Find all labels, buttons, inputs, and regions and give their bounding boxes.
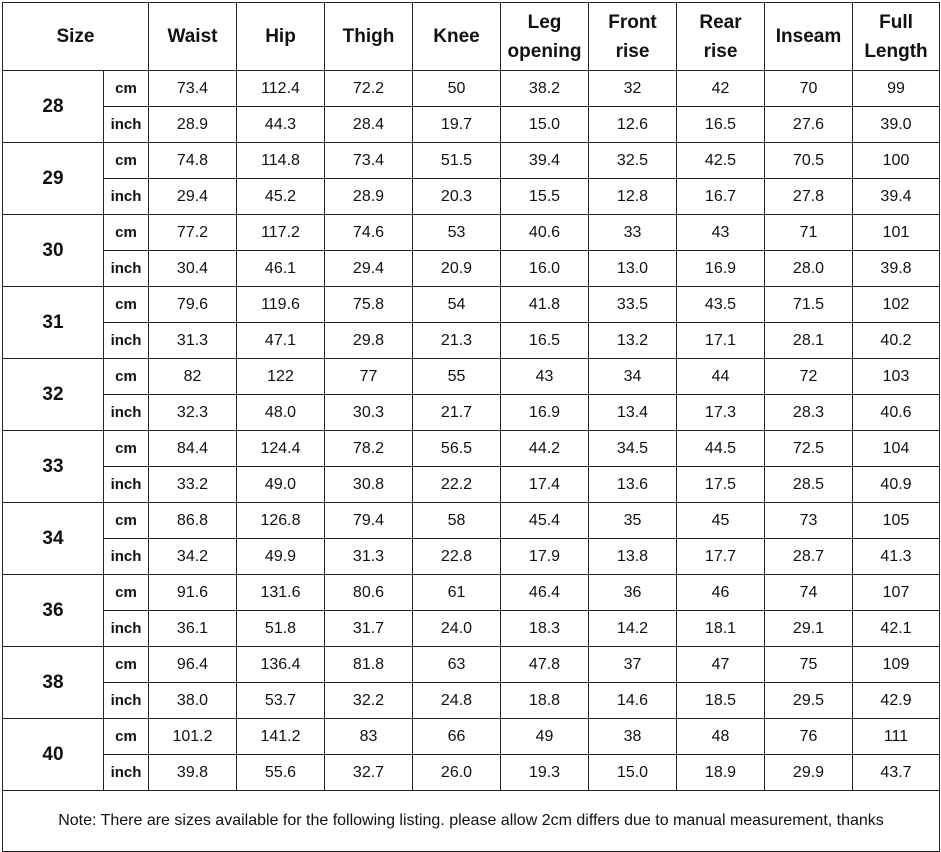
measurement-cell: 30.3 (325, 395, 413, 431)
measurement-cell: 13.0 (589, 251, 677, 287)
measurement-cell: 28.4 (325, 107, 413, 143)
column-header-text: rise (615, 40, 650, 62)
size-label: 40 (3, 719, 104, 791)
column-header-full-length (853, 3, 940, 71)
column-header-knee (413, 3, 501, 71)
unit-label: inch (104, 323, 149, 359)
measurement-cell: 15.0 (501, 107, 589, 143)
measurement-cell: 28.1 (765, 323, 853, 359)
measurement-cell: 39.4 (501, 143, 589, 179)
table-row (3, 251, 940, 287)
measurement-cell: 42 (677, 71, 765, 107)
table-row (3, 647, 940, 683)
measurement-cell: 33 (589, 215, 677, 251)
measurement-cell: 24.8 (413, 683, 501, 719)
table-row (3, 431, 940, 467)
measurement-cell: 51.5 (413, 143, 501, 179)
measurement-cell: 31.7 (325, 611, 413, 647)
measurement-cell: 72.2 (325, 71, 413, 107)
measurement-cell: 73 (765, 503, 853, 539)
column-header-text: Size (56, 26, 95, 47)
table-row (3, 539, 940, 575)
measurement-cell: 21.3 (413, 323, 501, 359)
measurement-cell: 19.7 (413, 107, 501, 143)
measurement-cell: 17.3 (677, 395, 765, 431)
size-label: 32 (3, 359, 104, 431)
unit-label: inch (104, 755, 149, 791)
measurement-cell: 38 (589, 719, 677, 755)
table-row (3, 503, 940, 539)
unit-label: cm (104, 719, 149, 755)
measurement-cell: 53 (413, 215, 501, 251)
measurement-cell: 43 (501, 359, 589, 395)
table-row (3, 719, 940, 755)
measurement-cell: 16.9 (677, 251, 765, 287)
table-row (3, 359, 940, 395)
unit-label: inch (104, 395, 149, 431)
measurement-cell: 13.6 (589, 467, 677, 503)
size-label: 29 (3, 143, 104, 215)
measurement-cell: 37 (589, 647, 677, 683)
measurement-cell: 61 (413, 575, 501, 611)
measurement-cell: 31.3 (149, 323, 237, 359)
column-header-rear-rise (677, 3, 765, 71)
measurement-cell: 14.2 (589, 611, 677, 647)
measurement-cell: 15.0 (589, 755, 677, 791)
measurement-cell: 86.8 (149, 503, 237, 539)
measurement-cell: 44.5 (677, 431, 765, 467)
unit-label: cm (104, 647, 149, 683)
unit-label: inch (104, 251, 149, 287)
measurement-cell: 48 (677, 719, 765, 755)
measurement-cell: 46.1 (237, 251, 325, 287)
column-header-text: Leg (527, 11, 562, 33)
measurement-cell: 33.2 (149, 467, 237, 503)
measurement-cell: 18.5 (677, 683, 765, 719)
table-row (3, 71, 940, 107)
measurement-cell: 84.4 (149, 431, 237, 467)
measurement-cell: 18.9 (677, 755, 765, 791)
measurement-cell: 38.2 (501, 71, 589, 107)
table-row (3, 755, 940, 791)
measurement-cell: 13.4 (589, 395, 677, 431)
measurement-cell: 16.0 (501, 251, 589, 287)
measurement-cell: 45 (677, 503, 765, 539)
measurement-cell: 26.0 (413, 755, 501, 791)
measurement-cell: 50 (413, 71, 501, 107)
table-row (3, 179, 940, 215)
size-label: 28 (3, 71, 104, 143)
measurement-cell: 74.6 (325, 215, 413, 251)
measurement-cell: 47 (677, 647, 765, 683)
measurement-cell: 17.7 (677, 539, 765, 575)
unit-label: inch (104, 683, 149, 719)
measurement-cell: 39.4 (853, 179, 940, 215)
measurement-cell: 41.8 (501, 287, 589, 323)
measurement-cell: 58 (413, 503, 501, 539)
measurement-cell: 27.6 (765, 107, 853, 143)
unit-label: cm (104, 503, 149, 539)
measurement-cell: 29.4 (149, 179, 237, 215)
measurement-cell: 32.5 (589, 143, 677, 179)
unit-label: cm (104, 575, 149, 611)
measurement-cell: 82 (149, 359, 237, 395)
table-row (3, 287, 940, 323)
measurement-cell: 28.9 (325, 179, 413, 215)
measurement-cell: 28.9 (149, 107, 237, 143)
column-header-text: Front (608, 11, 657, 33)
measurement-cell: 74.8 (149, 143, 237, 179)
unit-label: inch (104, 179, 149, 215)
measurement-cell: 38.0 (149, 683, 237, 719)
measurement-cell: 49.9 (237, 539, 325, 575)
measurement-cell: 36 (589, 575, 677, 611)
column-header-hip (237, 3, 325, 71)
unit-label: cm (104, 143, 149, 179)
measurement-cell: 36.1 (149, 611, 237, 647)
measurement-cell: 76 (765, 719, 853, 755)
measurement-cell: 117.2 (237, 215, 325, 251)
measurement-cell: 16.7 (677, 179, 765, 215)
measurement-cell: 101.2 (149, 719, 237, 755)
measurement-cell: 19.3 (501, 755, 589, 791)
column-header-text: Full (879, 11, 913, 33)
measurement-cell: 17.1 (677, 323, 765, 359)
measurement-cell: 29.8 (325, 323, 413, 359)
measurement-cell: 34.5 (589, 431, 677, 467)
measurement-cell: 72.5 (765, 431, 853, 467)
column-header-front-rise (589, 3, 677, 71)
measurement-cell: 22.8 (413, 539, 501, 575)
measurement-cell: 78.2 (325, 431, 413, 467)
size-label: 30 (3, 215, 104, 287)
measurement-cell: 124.4 (237, 431, 325, 467)
column-header-text: Thigh (342, 26, 395, 47)
measurement-cell: 101 (853, 215, 940, 251)
size-label: 36 (3, 575, 104, 647)
measurement-cell: 16.9 (501, 395, 589, 431)
measurement-cell: 77 (325, 359, 413, 395)
column-header-text: rise (703, 40, 738, 62)
measurement-cell: 40.6 (501, 215, 589, 251)
table-row (3, 611, 940, 647)
measurement-cell: 40.9 (853, 467, 940, 503)
measurement-cell: 71.5 (765, 287, 853, 323)
measurement-cell: 30.8 (325, 467, 413, 503)
measurement-cell: 17.9 (501, 539, 589, 575)
measurement-cell: 47.1 (237, 323, 325, 359)
table-row (3, 323, 940, 359)
measurement-cell: 119.6 (237, 287, 325, 323)
measurement-cell: 91.6 (149, 575, 237, 611)
measurement-cell: 73.4 (325, 143, 413, 179)
measurement-cell: 122 (237, 359, 325, 395)
measurement-cell: 112.4 (237, 71, 325, 107)
measurement-cell: 74 (765, 575, 853, 611)
measurement-cell: 18.1 (677, 611, 765, 647)
measurement-cell: 109 (853, 647, 940, 683)
measurement-cell: 46.4 (501, 575, 589, 611)
measurement-cell: 29.4 (325, 251, 413, 287)
measurement-cell: 12.6 (589, 107, 677, 143)
measurement-cell: 29.9 (765, 755, 853, 791)
measurement-cell: 99 (853, 71, 940, 107)
measurement-cell: 42.1 (853, 611, 940, 647)
column-header-text: Hip (265, 26, 296, 47)
size-label: 31 (3, 287, 104, 359)
table-row (3, 143, 940, 179)
measurement-cell: 45.4 (501, 503, 589, 539)
measurement-cell: 21.7 (413, 395, 501, 431)
measurement-cell: 49 (501, 719, 589, 755)
table-row (3, 395, 940, 431)
measurement-cell: 55 (413, 359, 501, 395)
column-header-text: Inseam (775, 26, 842, 47)
measurement-cell: 51.8 (237, 611, 325, 647)
measurement-cell: 18.8 (501, 683, 589, 719)
measurement-cell: 27.8 (765, 179, 853, 215)
measurement-cell: 141.2 (237, 719, 325, 755)
measurement-cell: 126.8 (237, 503, 325, 539)
table-row (3, 215, 940, 251)
measurement-cell: 44 (677, 359, 765, 395)
measurement-cell: 32.7 (325, 755, 413, 791)
measurement-cell: 29.5 (765, 683, 853, 719)
measurement-cell: 43.7 (853, 755, 940, 791)
measurement-cell: 32 (589, 71, 677, 107)
measurement-cell: 20.9 (413, 251, 501, 287)
header-row (3, 3, 940, 71)
measurement-cell: 39.8 (149, 755, 237, 791)
size-label: 38 (3, 647, 104, 719)
size-chart-table (2, 2, 940, 852)
measurement-cell: 39.8 (853, 251, 940, 287)
measurement-cell: 66 (413, 719, 501, 755)
measurement-cell: 34 (589, 359, 677, 395)
measurement-cell: 29.1 (765, 611, 853, 647)
measurement-cell: 17.4 (501, 467, 589, 503)
unit-label: inch (104, 467, 149, 503)
measurement-cell: 33.5 (589, 287, 677, 323)
measurement-cell: 75.8 (325, 287, 413, 323)
measurement-cell: 111 (853, 719, 940, 755)
measurement-cell: 32.3 (149, 395, 237, 431)
measurement-cell: 45.2 (237, 179, 325, 215)
table-row (3, 683, 940, 719)
measurement-cell: 44.2 (501, 431, 589, 467)
measurement-cell: 18.3 (501, 611, 589, 647)
measurement-cell: 20.3 (413, 179, 501, 215)
measurement-cell: 32.2 (325, 683, 413, 719)
measurement-cell: 107 (853, 575, 940, 611)
column-header-thigh (325, 3, 413, 71)
measurement-cell: 31.3 (325, 539, 413, 575)
column-header-text: Length (864, 40, 928, 62)
measurement-cell: 28.0 (765, 251, 853, 287)
unit-label: cm (104, 287, 149, 323)
note-row (3, 791, 940, 852)
measurement-cell: 63 (413, 647, 501, 683)
column-header-text: Rear (699, 11, 742, 33)
measurement-cell: 34.2 (149, 539, 237, 575)
measurement-cell: 55.6 (237, 755, 325, 791)
measurement-cell: 96.4 (149, 647, 237, 683)
column-header-inseam (765, 3, 853, 71)
measurement-cell: 131.6 (237, 575, 325, 611)
measurement-cell: 83 (325, 719, 413, 755)
measurement-cell: 28.3 (765, 395, 853, 431)
measurement-cell: 17.5 (677, 467, 765, 503)
measurement-cell: 72 (765, 359, 853, 395)
measurement-cell: 49.0 (237, 467, 325, 503)
measurement-cell: 35 (589, 503, 677, 539)
measurement-cell: 73.4 (149, 71, 237, 107)
unit-label: cm (104, 431, 149, 467)
measurement-cell: 13.8 (589, 539, 677, 575)
measurement-cell: 42.5 (677, 143, 765, 179)
measurement-cell: 53.7 (237, 683, 325, 719)
column-header-size (3, 3, 149, 71)
column-header-waist (149, 3, 237, 71)
measurement-cell: 30.4 (149, 251, 237, 287)
measurement-cell: 14.6 (589, 683, 677, 719)
unit-label: cm (104, 71, 149, 107)
measurement-cell: 104 (853, 431, 940, 467)
measurement-cell: 54 (413, 287, 501, 323)
measurement-cell: 43.5 (677, 287, 765, 323)
measurement-cell: 105 (853, 503, 940, 539)
measurement-cell: 79.4 (325, 503, 413, 539)
measurement-cell: 22.2 (413, 467, 501, 503)
column-header-leg-opening (501, 3, 589, 71)
measurement-cell: 75 (765, 647, 853, 683)
measurement-cell: 44.3 (237, 107, 325, 143)
table-row (3, 575, 940, 611)
measurement-cell: 28.5 (765, 467, 853, 503)
measurement-cell: 100 (853, 143, 940, 179)
size-label: 34 (3, 503, 104, 575)
measurement-cell: 40.6 (853, 395, 940, 431)
column-header-text: Knee (433, 26, 480, 47)
measurement-cell: 16.5 (501, 323, 589, 359)
measurement-cell: 80.6 (325, 575, 413, 611)
measurement-cell: 13.2 (589, 323, 677, 359)
column-header-text: opening (507, 40, 582, 62)
unit-label: inch (104, 539, 149, 575)
measurement-cell: 56.5 (413, 431, 501, 467)
column-header-text: Waist (167, 26, 218, 47)
measurement-cell: 39.0 (853, 107, 940, 143)
measurement-cell: 77.2 (149, 215, 237, 251)
measurement-cell: 103 (853, 359, 940, 395)
table-row (3, 467, 940, 503)
measurement-cell: 41.3 (853, 539, 940, 575)
measurement-cell: 114.8 (237, 143, 325, 179)
table-row (3, 107, 940, 143)
size-label: 33 (3, 431, 104, 503)
measurement-cell: 136.4 (237, 647, 325, 683)
measurement-cell: 16.5 (677, 107, 765, 143)
measurement-cell: 28.7 (765, 539, 853, 575)
measurement-cell: 43 (677, 215, 765, 251)
measurement-cell: 42.9 (853, 683, 940, 719)
measurement-cell: 46 (677, 575, 765, 611)
measurement-cell: 48.0 (237, 395, 325, 431)
measurement-cell: 102 (853, 287, 940, 323)
unit-label: cm (104, 215, 149, 251)
measurement-cell: 79.6 (149, 287, 237, 323)
measurement-cell: 70 (765, 71, 853, 107)
measurement-cell: 47.8 (501, 647, 589, 683)
unit-label: inch (104, 107, 149, 143)
measurement-cell: 71 (765, 215, 853, 251)
measurement-cell: 15.5 (501, 179, 589, 215)
unit-label: inch (104, 611, 149, 647)
measurement-note: Note: There are sizes available for the following listing. please allow 2cm differs due to manual measurement, thanks (3, 791, 940, 852)
measurement-cell: 12.8 (589, 179, 677, 215)
measurement-cell: 70.5 (765, 143, 853, 179)
measurement-cell: 40.2 (853, 323, 940, 359)
unit-label: cm (104, 359, 149, 395)
measurement-cell: 24.0 (413, 611, 501, 647)
measurement-cell: 81.8 (325, 647, 413, 683)
